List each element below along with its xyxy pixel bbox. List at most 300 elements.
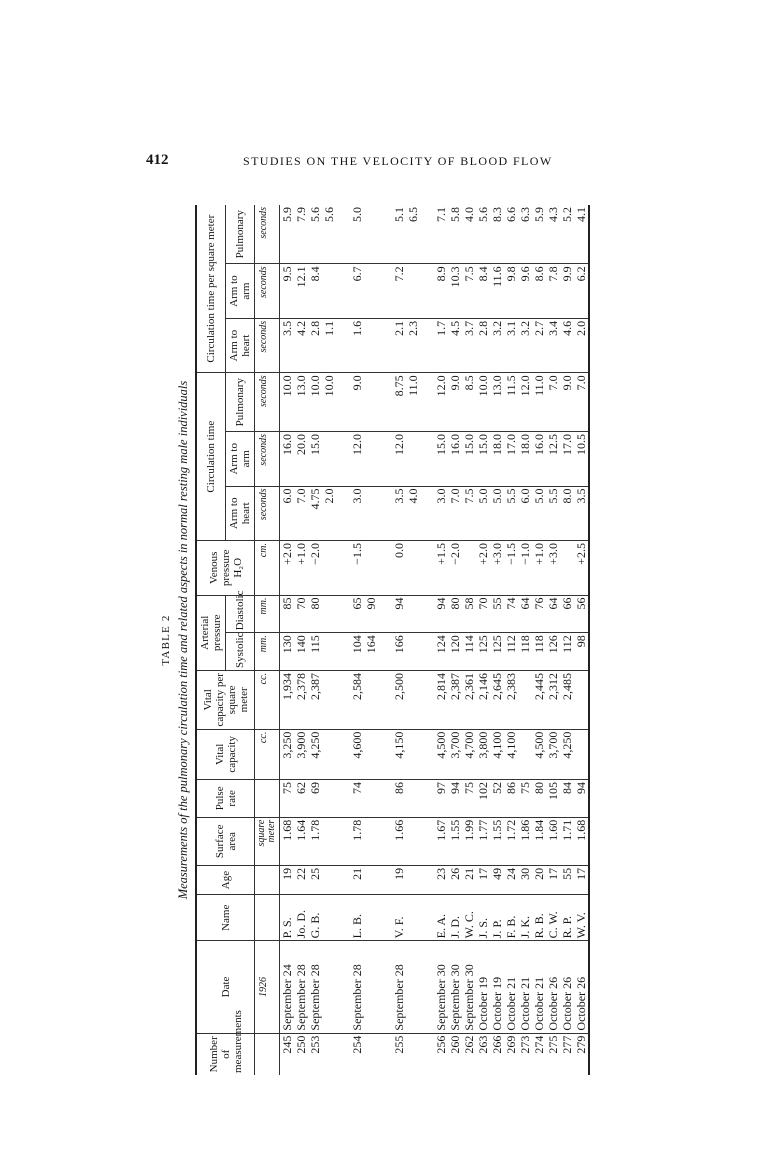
cell-vital-capacity-per-sqm bbox=[574, 670, 589, 729]
cell-pulmonary: 11.0 bbox=[532, 373, 546, 432]
cell-arm-to-heart: 4.0 bbox=[406, 486, 420, 541]
cell-pulse-rate: 52 bbox=[490, 779, 504, 817]
unit-arm-heart: seconds bbox=[255, 486, 280, 541]
cell-age: 19 bbox=[280, 865, 295, 894]
cell-pulse-rate: 102 bbox=[476, 779, 490, 817]
cell-vital-capacity: 4,150 bbox=[392, 729, 406, 779]
cell-venous-pressure bbox=[364, 541, 378, 596]
cell-arm-to-arm-per-sqm: 8.4 bbox=[308, 264, 322, 319]
cell-age: 55 bbox=[560, 865, 574, 894]
header-date: Date bbox=[196, 941, 255, 1033]
cell-vital-capacity-per-sqm: 1,934 bbox=[280, 670, 295, 729]
cell-date: September 28 bbox=[350, 941, 364, 1033]
cell-arm-to-arm-per-sqm: 7.8 bbox=[546, 264, 560, 319]
cell-name: V. F. bbox=[392, 895, 406, 941]
cell-arm-to-heart bbox=[364, 486, 378, 541]
cell-date: October 21 bbox=[504, 941, 518, 1033]
cell-name: G. B. bbox=[308, 895, 322, 941]
cell-diastolic: 64 bbox=[518, 595, 532, 633]
table-row bbox=[490, 205, 504, 1075]
cell-diastolic: 94 bbox=[392, 595, 406, 633]
cell-systolic: 164 bbox=[364, 633, 378, 671]
cell-vital-capacity: 3,900 bbox=[294, 729, 308, 779]
cell-name: W. V. bbox=[574, 895, 589, 941]
cell-arm-to-arm: 15.0 bbox=[476, 432, 490, 487]
cell-arm-to-heart: 5.0 bbox=[476, 486, 490, 541]
cell-name: J. D. bbox=[448, 895, 462, 941]
cell-venous-pressure: +2.0 bbox=[280, 541, 295, 596]
cell-date bbox=[364, 941, 378, 1033]
cell-pulse-rate bbox=[364, 779, 378, 817]
cell-diastolic: 90 bbox=[364, 595, 378, 633]
cell-pulmonary-per-sqm: 5.6 bbox=[308, 205, 322, 264]
cell-pulmonary: 9.0 bbox=[350, 373, 364, 432]
cell-pulse-rate: 75 bbox=[518, 779, 532, 817]
cell-diastolic: 80 bbox=[448, 595, 462, 633]
cell-arm-to-arm-per-sqm: 9.9 bbox=[560, 264, 574, 319]
table-row bbox=[462, 205, 476, 1075]
cell-vital-capacity: 4,600 bbox=[350, 729, 364, 779]
cell-vital-capacity-per-sqm: 2,383 bbox=[504, 670, 518, 729]
cell-pulmonary: 7.0 bbox=[546, 373, 560, 432]
header-number: Number of measurements bbox=[196, 1033, 255, 1075]
cell-pulmonary-per-sqm: 6.6 bbox=[504, 205, 518, 264]
cell-number bbox=[364, 1033, 378, 1075]
cell-age: 17 bbox=[546, 865, 560, 894]
cell-pulmonary: 10.0 bbox=[308, 373, 322, 432]
cell-arm-to-arm: 16.0 bbox=[448, 432, 462, 487]
cell-surface-area: 1.77 bbox=[476, 817, 490, 865]
cell-number: 260 bbox=[448, 1035, 462, 1054]
cell-number: 263 bbox=[476, 1035, 490, 1054]
cell-pulmonary-per-sqm: 5.0 bbox=[350, 205, 364, 264]
cell-number: 262 bbox=[462, 1035, 476, 1054]
table-row bbox=[434, 205, 448, 1075]
table-row bbox=[322, 205, 336, 1075]
cell-age: 20 bbox=[532, 865, 546, 894]
cell-date: September 30 bbox=[434, 941, 448, 1033]
unit-arm-arm: seconds bbox=[255, 432, 280, 487]
cell-diastolic: 74 bbox=[504, 595, 518, 633]
cell-arm-to-heart: 3.0 bbox=[350, 486, 364, 541]
cell-date: September 24 bbox=[280, 941, 295, 1033]
cell-date bbox=[406, 941, 420, 1033]
cell-vital-capacity-per-sqm: 2,387 bbox=[448, 670, 462, 729]
cell-pulmonary-per-sqm: 8.3 bbox=[490, 205, 504, 264]
unit-pulmonary-sq: seconds bbox=[255, 205, 280, 264]
cell-name: R. P. bbox=[560, 895, 574, 941]
cell-name bbox=[322, 895, 336, 941]
cell-venous-pressure: +3.0 bbox=[490, 541, 504, 596]
cell-surface-area: 1.55 bbox=[490, 817, 504, 865]
cell-venous-pressure: +2.5 bbox=[574, 541, 589, 596]
cell-arm-to-heart-per-sqm: 4.5 bbox=[448, 318, 462, 373]
cell-name bbox=[364, 895, 378, 941]
cell-arm-to-heart-per-sqm: 3.5 bbox=[280, 318, 295, 373]
cell-arm-to-heart-per-sqm: 2.8 bbox=[308, 318, 322, 373]
cell-arm-to-heart: 3.5 bbox=[392, 486, 406, 541]
cell-vital-capacity: 4,700 bbox=[462, 729, 476, 779]
cell-systolic: 118 bbox=[518, 633, 532, 671]
cell-systolic: 115 bbox=[308, 633, 322, 671]
cell-number: 253 bbox=[308, 1035, 322, 1054]
header-surface-area: Surface area bbox=[196, 817, 255, 865]
cell-venous-pressure: +1.0 bbox=[532, 541, 546, 596]
cell-arm-to-arm-per-sqm: 12.1 bbox=[294, 264, 308, 319]
cell-date: October 21 bbox=[518, 941, 532, 1033]
cell-name: L. B. bbox=[350, 895, 364, 941]
table-row bbox=[350, 205, 364, 1075]
cell-venous-pressure: +1.0 bbox=[294, 541, 308, 596]
cell-pulmonary: 8.5 bbox=[462, 373, 476, 432]
unit-diastolic: mm. bbox=[255, 595, 280, 633]
cell-systolic: 166 bbox=[392, 633, 406, 671]
cell-vital-capacity-per-sqm: 2,584 bbox=[350, 670, 364, 729]
cell-diastolic bbox=[406, 595, 420, 633]
cell-pulse-rate bbox=[322, 779, 336, 817]
cell-arm-to-arm: 12.0 bbox=[350, 432, 364, 487]
row-spacer bbox=[378, 205, 392, 1075]
cell-arm-to-arm: 15.0 bbox=[434, 432, 448, 487]
cell-diastolic: 55 bbox=[490, 595, 504, 633]
cell-arm-to-heart-per-sqm: 2.0 bbox=[574, 318, 589, 373]
cell-arm-to-arm-per-sqm: 7.5 bbox=[462, 264, 476, 319]
cell-arm-to-heart: 7.0 bbox=[448, 486, 462, 541]
cell-pulse-rate: 94 bbox=[574, 779, 589, 817]
cell-pulmonary-per-sqm: 5.9 bbox=[280, 205, 295, 264]
cell-arm-to-heart-per-sqm: 3.7 bbox=[462, 318, 476, 373]
cell-venous-pressure bbox=[322, 541, 336, 596]
cell-surface-area: 1.60 bbox=[546, 817, 560, 865]
cell-vital-capacity: 4,100 bbox=[504, 729, 518, 779]
cell-surface-area: 1.71 bbox=[560, 817, 574, 865]
cell-arm-to-heart: 3.0 bbox=[434, 486, 448, 541]
cell-name: J. S. bbox=[476, 895, 490, 941]
cell-vital-capacity bbox=[406, 729, 420, 779]
cell-pulmonary-per-sqm: 5.9 bbox=[532, 205, 546, 264]
cell-vital-capacity-per-sqm bbox=[364, 670, 378, 729]
cell-systolic: 126 bbox=[546, 633, 560, 671]
cell-pulmonary: 10.0 bbox=[280, 373, 295, 432]
cell-date: October 26 bbox=[560, 941, 574, 1033]
header-pulmonary: Pulmonary bbox=[226, 373, 255, 432]
row-spacer bbox=[420, 205, 434, 1075]
cell-name: F. B. bbox=[504, 895, 518, 941]
cell-pulmonary-per-sqm: 7.9 bbox=[294, 205, 308, 264]
cell-surface-area: 1.72 bbox=[504, 817, 518, 865]
cell-name: J. K. bbox=[518, 895, 532, 941]
table-row bbox=[476, 205, 490, 1075]
cell-surface-area: 1.66 bbox=[392, 817, 406, 865]
cell-pulmonary-per-sqm bbox=[364, 205, 378, 264]
cell-surface-area bbox=[406, 817, 420, 865]
cell-arm-to-arm: 18.0 bbox=[490, 432, 504, 487]
cell-pulmonary-per-sqm: 5.6 bbox=[476, 205, 490, 264]
cell-arm-to-heart-per-sqm bbox=[364, 318, 378, 373]
cell-arm-to-arm: 20.0 bbox=[294, 432, 308, 487]
cell-pulmonary-per-sqm: 5.6 bbox=[322, 205, 336, 264]
cell-number: 250 bbox=[294, 1035, 308, 1054]
cell-pulmonary-per-sqm: 5.1 bbox=[392, 205, 406, 264]
cell-vital-capacity-per-sqm: 2,387 bbox=[308, 670, 322, 729]
cell-pulmonary-per-sqm: 4.3 bbox=[546, 205, 560, 264]
cell-pulse-rate: 94 bbox=[448, 779, 462, 817]
cell-name: C. W. bbox=[546, 895, 560, 941]
cell-vital-capacity-per-sqm: 2,378 bbox=[294, 670, 308, 729]
cell-vital-capacity: 3,250 bbox=[280, 729, 295, 779]
cell-surface-area: 1.55 bbox=[448, 817, 462, 865]
table-row bbox=[308, 205, 322, 1075]
cell-pulmonary: 9.0 bbox=[560, 373, 574, 432]
cell-surface-area: 1.84 bbox=[532, 817, 546, 865]
cell-arm-to-heart: 7.0 bbox=[294, 486, 308, 541]
table-row bbox=[532, 205, 546, 1075]
circulation-table bbox=[195, 205, 590, 1075]
cell-arm-to-arm: 16.0 bbox=[280, 432, 295, 487]
cell-arm-to-arm-per-sqm bbox=[364, 264, 378, 319]
cell-vital-capacity bbox=[518, 729, 532, 779]
header-diastolic: Diastolic bbox=[226, 595, 255, 633]
cell-vital-capacity bbox=[574, 729, 589, 779]
cell-venous-pressure: +1.5 bbox=[434, 541, 448, 596]
cell-systolic: 125 bbox=[476, 633, 490, 671]
cell-arm-to-heart-per-sqm: 1.6 bbox=[350, 318, 364, 373]
cell-vital-capacity: 3,700 bbox=[546, 729, 560, 779]
cell-age: 22 bbox=[294, 865, 308, 894]
cell-arm-to-heart: 5.0 bbox=[490, 486, 504, 541]
cell-arm-to-arm bbox=[322, 432, 336, 487]
table-row bbox=[448, 205, 462, 1075]
cell-age: 25 bbox=[308, 865, 322, 894]
cell-name: W. C. bbox=[462, 895, 476, 941]
cell-systolic: 114 bbox=[462, 633, 476, 671]
cell-vital-capacity: 4,500 bbox=[434, 729, 448, 779]
cell-arm-to-heart: 8.0 bbox=[560, 486, 574, 541]
cell-surface-area: 1.99 bbox=[462, 817, 476, 865]
cell-number: 245 bbox=[280, 1035, 294, 1054]
cell-vital-capacity: 3,800 bbox=[476, 729, 490, 779]
cell-vital-capacity-per-sqm: 2,312 bbox=[546, 670, 560, 729]
cell-venous-pressure: +2.0 bbox=[476, 541, 490, 596]
header-systolic: Systolic bbox=[226, 633, 255, 671]
cell-pulse-rate: 97 bbox=[434, 779, 448, 817]
table-row bbox=[574, 205, 589, 1075]
cell-arm-to-arm: 12.5 bbox=[546, 432, 560, 487]
cell-arm-to-heart: 5.5 bbox=[546, 486, 560, 541]
cell-pulse-rate: 75 bbox=[462, 779, 476, 817]
cell-age: 30 bbox=[518, 865, 532, 894]
cell-age: 49 bbox=[490, 865, 504, 894]
cell-arm-to-heart-per-sqm: 1.1 bbox=[322, 318, 336, 373]
cell-arm-to-arm-per-sqm: 6.7 bbox=[350, 264, 364, 319]
cell-pulse-rate bbox=[406, 779, 420, 817]
cell-vital-capacity bbox=[322, 729, 336, 779]
cell-pulmonary-per-sqm: 6.5 bbox=[406, 205, 420, 264]
cell-pulmonary-per-sqm: 7.1 bbox=[434, 205, 448, 264]
cell-arm-to-arm-per-sqm: 8.9 bbox=[434, 264, 448, 319]
cell-pulmonary-per-sqm: 4.1 bbox=[574, 205, 589, 264]
cell-age bbox=[322, 865, 336, 894]
cell-date: October 19 bbox=[476, 941, 490, 1033]
cell-systolic: 98 bbox=[574, 633, 589, 671]
header-arm-to-heart: Arm to heart bbox=[226, 486, 255, 541]
cell-age: 19 bbox=[392, 865, 406, 894]
cell-date: October 26 bbox=[574, 941, 589, 1033]
header-arm-to-heart-per-sqm: Arm to heart bbox=[226, 318, 255, 373]
unit-vital-sq: cc. bbox=[255, 670, 280, 729]
cell-arm-to-arm: 16.0 bbox=[532, 432, 546, 487]
cell-vital-capacity: 4,250 bbox=[560, 729, 574, 779]
cell-arm-to-heart: 2.0 bbox=[322, 486, 336, 541]
cell-pulse-rate: 69 bbox=[308, 779, 322, 817]
unit-systolic: mm. bbox=[255, 633, 280, 671]
cell-arm-to-heart: 4.75 bbox=[308, 486, 322, 541]
cell-arm-to-heart-per-sqm: 1.7 bbox=[434, 318, 448, 373]
cell-number: 254 bbox=[350, 1035, 364, 1054]
cell-pulse-rate: 80 bbox=[532, 779, 546, 817]
cell-arm-to-arm-per-sqm: 8.6 bbox=[532, 264, 546, 319]
cell-arm-to-heart: 7.5 bbox=[462, 486, 476, 541]
cell-number: 274 bbox=[532, 1035, 546, 1054]
cell-diastolic: 70 bbox=[476, 595, 490, 633]
cell-age: 21 bbox=[350, 865, 364, 894]
cell-surface-area bbox=[322, 817, 336, 865]
cell-surface-area: 1.68 bbox=[574, 817, 589, 865]
cell-vital-capacity-per-sqm: 2,500 bbox=[392, 670, 406, 729]
cell-venous-pressure bbox=[406, 541, 420, 596]
cell-name: E. A. bbox=[434, 895, 448, 941]
cell-arm-to-heart-per-sqm: 2.1 bbox=[392, 318, 406, 373]
cell-vital-capacity: 4,250 bbox=[308, 729, 322, 779]
table-row bbox=[518, 205, 532, 1075]
cell-pulmonary: 7.0 bbox=[574, 373, 589, 432]
unit-arm-heart-sq: seconds bbox=[255, 318, 280, 373]
header-pulmonary-per-sqm: Pulmonary bbox=[226, 205, 255, 264]
header-vital-capacity: Vital capacity bbox=[196, 729, 255, 779]
cell-number: 277 bbox=[560, 1035, 574, 1054]
cell-pulse-rate: 86 bbox=[504, 779, 518, 817]
cell-age: 21 bbox=[462, 865, 476, 894]
cell-systolic: 140 bbox=[294, 633, 308, 671]
cell-age bbox=[364, 865, 378, 894]
cell-pulmonary: 10.0 bbox=[476, 373, 490, 432]
cell-age: 24 bbox=[504, 865, 518, 894]
cell-venous-pressure bbox=[560, 541, 574, 596]
cell-vital-capacity-per-sqm bbox=[322, 670, 336, 729]
cell-surface-area: 1.86 bbox=[518, 817, 532, 865]
cell-arm-to-heart: 3.5 bbox=[574, 486, 589, 541]
cell-arm-to-arm-per-sqm: 9.5 bbox=[280, 264, 295, 319]
cell-systolic: 104 bbox=[350, 633, 364, 671]
cell-surface-area: 1.68 bbox=[280, 817, 295, 865]
table-row bbox=[560, 205, 574, 1075]
cell-pulse-rate: 86 bbox=[392, 779, 406, 817]
cell-date: September 30 bbox=[462, 941, 476, 1033]
cell-vital-capacity-per-sqm: 2,485 bbox=[560, 670, 574, 729]
cell-surface-area: 1.67 bbox=[434, 817, 448, 865]
cell-arm-to-arm: 18.0 bbox=[518, 432, 532, 487]
cell-number: 275 bbox=[546, 1035, 560, 1054]
unit-date: 1926 bbox=[255, 941, 280, 1033]
cell-pulmonary: 13.0 bbox=[490, 373, 504, 432]
cell-diastolic: 56 bbox=[574, 595, 589, 633]
cell-pulmonary: 12.0 bbox=[518, 373, 532, 432]
table-row bbox=[294, 205, 308, 1075]
cell-number bbox=[322, 1033, 336, 1075]
header-circulation-time: Circulation time bbox=[196, 373, 226, 541]
cell-date: September 28 bbox=[392, 941, 406, 1033]
cell-pulmonary: 9.0 bbox=[448, 373, 462, 432]
table-row bbox=[546, 205, 560, 1075]
cell-arm-to-arm-per-sqm: 9.6 bbox=[518, 264, 532, 319]
cell-pulmonary bbox=[364, 373, 378, 432]
cell-systolic: 130 bbox=[280, 633, 295, 671]
cell-arm-to-arm: 12.0 bbox=[392, 432, 406, 487]
cell-age: 17 bbox=[574, 865, 589, 894]
cell-name: J. P. bbox=[490, 895, 504, 941]
cell-name: R. B. bbox=[532, 895, 546, 941]
cell-venous-pressure: −1.5 bbox=[350, 541, 364, 596]
cell-number: 256 bbox=[434, 1035, 448, 1054]
cell-pulse-rate: 105 bbox=[546, 779, 560, 817]
unit-vital: cc. bbox=[255, 729, 280, 779]
cell-diastolic: 66 bbox=[560, 595, 574, 633]
cell-arm-to-arm-per-sqm: 11.6 bbox=[490, 264, 504, 319]
cell-venous-pressure: −2.0 bbox=[308, 541, 322, 596]
cell-arm-to-arm: 10.5 bbox=[574, 432, 589, 487]
cell-diastolic: 58 bbox=[462, 595, 476, 633]
cell-systolic bbox=[322, 633, 336, 671]
cell-arm-to-arm-per-sqm: 6.2 bbox=[574, 264, 589, 319]
cell-diastolic: 76 bbox=[532, 595, 546, 633]
cell-pulmonary: 12.0 bbox=[434, 373, 448, 432]
cell-name: P. S. bbox=[280, 895, 295, 941]
cell-systolic: 125 bbox=[490, 633, 504, 671]
cell-vital-capacity-per-sqm bbox=[406, 670, 420, 729]
cell-arm-to-arm-per-sqm bbox=[406, 264, 420, 319]
unit-venous: cm. bbox=[255, 541, 280, 596]
cell-systolic: 124 bbox=[434, 633, 448, 671]
cell-pulse-rate: 62 bbox=[294, 779, 308, 817]
cell-venous-pressure: −1.5 bbox=[504, 541, 518, 596]
unit-row bbox=[255, 205, 280, 1075]
cell-arm-to-heart-per-sqm: 3.4 bbox=[546, 318, 560, 373]
header-arm-to-arm-per-sqm: Arm to arm bbox=[226, 264, 255, 319]
cell-arm-to-heart: 5.5 bbox=[504, 486, 518, 541]
cell-arm-to-arm bbox=[364, 432, 378, 487]
cell-vital-capacity-per-sqm: 2,146 bbox=[476, 670, 490, 729]
cell-arm-to-arm-per-sqm: 8.4 bbox=[476, 264, 490, 319]
cell-date bbox=[322, 941, 336, 1033]
cell-name: Jo. D. bbox=[294, 895, 308, 941]
cell-venous-pressure: +3.0 bbox=[546, 541, 560, 596]
cell-systolic: 112 bbox=[504, 633, 518, 671]
cell-surface-area: 1.78 bbox=[350, 817, 364, 865]
cell-diastolic: 94 bbox=[434, 595, 448, 633]
cell-vital-capacity: 3,700 bbox=[448, 729, 462, 779]
cell-vital-capacity-per-sqm: 2,645 bbox=[490, 670, 504, 729]
header-name: Name bbox=[196, 895, 255, 941]
cell-number: 279 bbox=[574, 1033, 589, 1075]
cell-vital-capacity-per-sqm: 2,361 bbox=[462, 670, 476, 729]
cell-date: October 19 bbox=[490, 941, 504, 1033]
cell-vital-capacity-per-sqm bbox=[518, 670, 532, 729]
cell-systolic: 118 bbox=[532, 633, 546, 671]
cell-pulmonary-per-sqm: 4.0 bbox=[462, 205, 476, 264]
cell-vital-capacity-per-sqm: 2,814 bbox=[434, 670, 448, 729]
header-vital-capacity-per-sqm: Vital capacity per square meter bbox=[196, 670, 255, 729]
cell-systolic bbox=[406, 633, 420, 671]
